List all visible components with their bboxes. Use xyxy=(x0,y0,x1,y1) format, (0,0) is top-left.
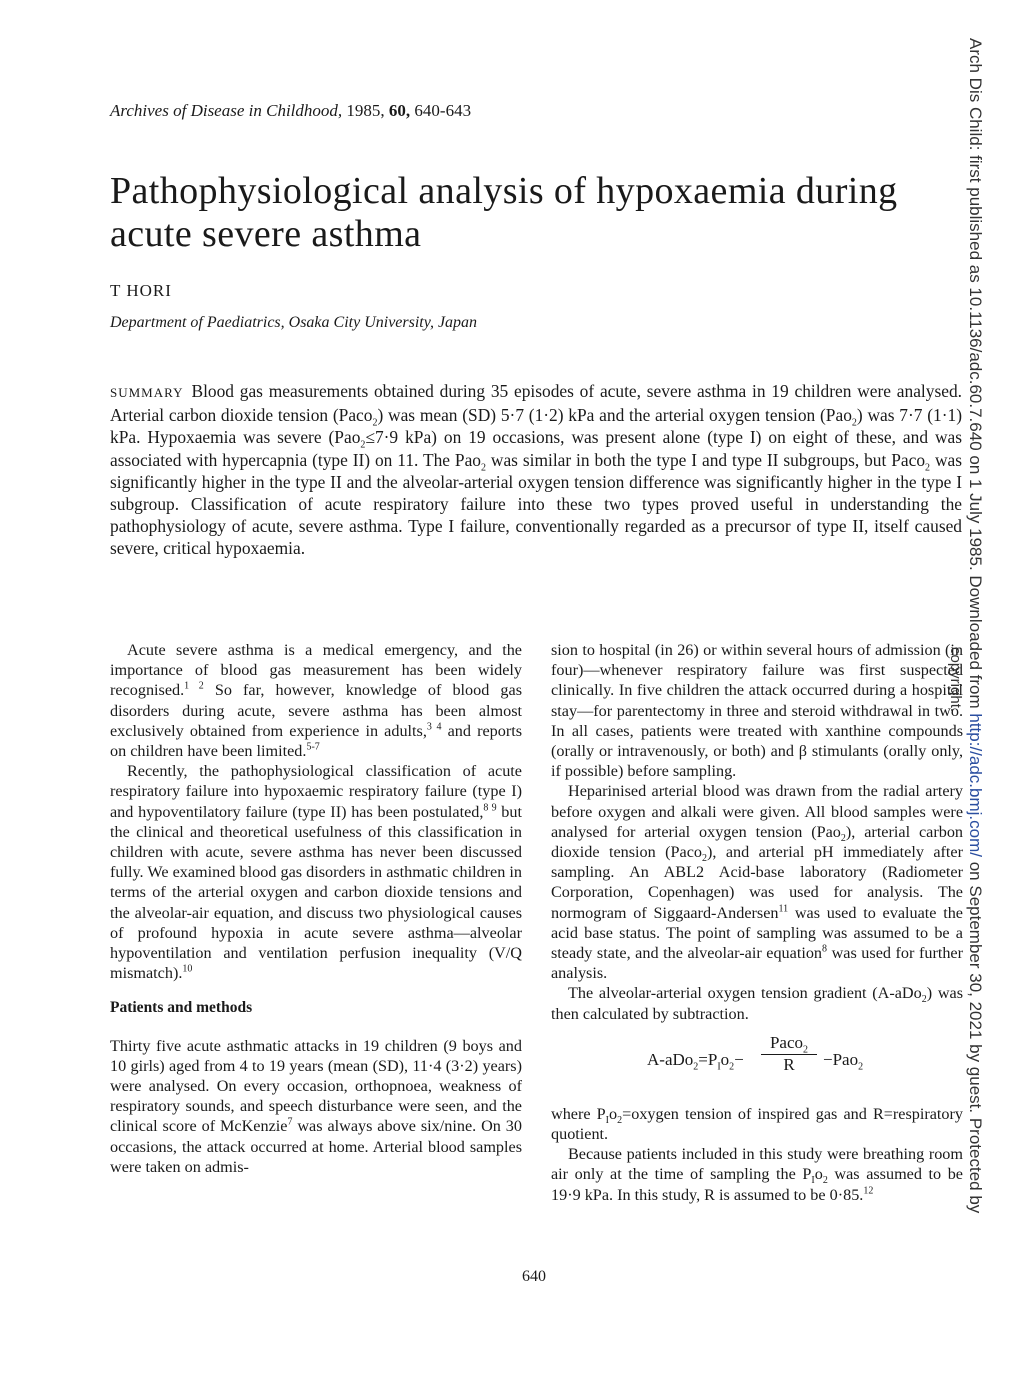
paragraph: Because patients included in this study were breathing room air only at the time of sampling the $P_Io_2$ was assumed to be 19·9 kPa. In this study, R is assumed to be 0·85.12 xyxy=(551,1145,963,1204)
subscript: 2 xyxy=(481,462,486,474)
reference[interactable]: 10 xyxy=(182,963,193,975)
fraction-numerator: Paco$_2$ xyxy=(761,1033,817,1055)
summary-text: was similar in both the type I and type II subgroups, but Paco xyxy=(486,449,926,470)
paragraph: where $P_Io_2=oxygen$ tension of inspired gas and R=respiratory quotient. xyxy=(551,1104,964,1144)
reference[interactable]: 8 xyxy=(822,943,828,955)
article-title: Pathophysiological analysis of hypoxaemia during acute severe asthma xyxy=(110,170,898,255)
subscript: 2 xyxy=(360,439,366,451)
summary-text: ) was mean (SD) 5·7 (1·2) kPa and the arterial oxygen tension (Pao xyxy=(377,405,852,426)
subscript: 2 xyxy=(372,417,378,429)
affiliation: Department of Paediatrics, Osaka City University, Japan xyxy=(110,314,478,331)
reference[interactable]: 7 xyxy=(287,1117,293,1129)
summary-text: ) was 7·7 (1·1) kPa. Hypoxaemia was severe (Pao xyxy=(110,405,962,448)
left-column xyxy=(110,640,522,1177)
copyright-notice: copyright. xyxy=(947,647,964,713)
download-notice: Arch Dis Child: first published as 10.1136/adc.60.7.640 on 1 July 1985. Downloaded from http://adc.bmj.com/ on September 30, 2021 by guest. Protected by xyxy=(966,38,985,1214)
paragraph: Acute severe asthma is a medical emergency, and the importance of blood gas measurement has been widely recognised.$^{1 2}$ So far, however, knowledge of blood gas disorders during acute, severe asthma has been almost exclusively obtained from experience in adults,$^{3 4}$ and reports on children have been limited.$^{5-7}$ xyxy=(110,641,523,761)
paragraph: Thirty five acute asthmatic attacks in 19 children (9 boys and 10 girls) aged from 4 to 19 years (mean (SD), 11·4 (3·2) years) were analysed. On every occasion, orthopnoea, weakness of respiratory sounds, and speech disturbance were seen, and the clinical score of McKenzie$^7$ was always above six/nine. On 30 occasions, the attack occurred at home. Arterial blood samples were taken on admis- xyxy=(110,1036,522,1176)
equation-rhs: −Pao$_2$ xyxy=(823,1049,864,1073)
summary xyxy=(110,380,962,560)
reference[interactable]: 12 xyxy=(863,1185,874,1197)
journal-pages: 640-643 xyxy=(414,101,472,120)
paragraph: sion to hospital (in 26) or within several hours of admission (in four)—whenever respiratory failure was first suspected clinically. In five children the attack occurred during a hospital stay—for parentectomy in three and steroid withdrawal in two. In all cases, patients were treated with xanthine compounds (orally or intravenously, or both) and β stimulants (orally only, if possible) before sampling. xyxy=(551,641,963,781)
summary-text: Blood gas measurements obtained during 35 episodes of acute, severe asthma in 19 children were analysed. Arterial carbon dioxide tension (Paco xyxy=(110,381,962,426)
journal-year: 1985, xyxy=(346,101,385,120)
equation xyxy=(551,1024,963,1104)
paragraph: The alveolar-arterial oxygen tension gradient (A-aDo$_2$) was then calculated by subtraction. xyxy=(551,984,963,1023)
reference[interactable]: 8 9 xyxy=(483,802,497,814)
reference[interactable]: 5-7 xyxy=(306,741,320,753)
right-column xyxy=(551,640,963,1205)
summary-text: was significantly higher in the type II and the alveolar-arterial oxygen tension difference was significantly higher in the type I subgroup. Classification of acute respiratory failure into these two types proved useful in understanding the pathophysiology of acute, severe asthma. Type I failure, conventionally regarded as a precursor of type II, itself caused severe, critical hypoxaemia. xyxy=(110,449,962,559)
reference[interactable]: 1 2 xyxy=(184,681,204,693)
subscript: 2 xyxy=(925,462,931,474)
paragraph: Heparinised arterial blood was drawn from the radial artery before oxygen and alkali were given. All blood samples were analysed for arterial oxygen tension (Pao$_2$), arterial carbon dioxide tension (Paco$_2$), and arterial pH immediately after sampling. An ABL2 Acid-base laboratory (Radiometer Corporation, Copenhagen) was used for analysis. The normogram of Siggaard-Andersen$^{11}$ was used to evaluate the acid base status. The point of sampling was assumed to be a steady state, and the alveolar-air equation$^8$ was used for further analysis. xyxy=(551,782,964,983)
section-heading: Patients and methods xyxy=(110,999,253,1017)
subscript: 2 xyxy=(851,417,857,429)
journal-name: Archives of Disease in Childhood, xyxy=(110,101,343,120)
fraction-denominator: R xyxy=(783,1055,795,1075)
journal-citation xyxy=(110,101,471,121)
author: T HORI xyxy=(110,281,172,300)
journal-volume: 60, xyxy=(388,101,411,120)
reference[interactable]: 11 xyxy=(778,903,789,915)
reference[interactable]: 3 4 xyxy=(426,721,442,733)
equation-fraction xyxy=(761,1033,817,1075)
site-link[interactable]: http://adc.bmj.com/ xyxy=(966,713,985,857)
paragraph: Recently, the pathophysiological classification of acute respiratory failure into hypoxaemic respiratory failure (type I) and hypoventilatory failure (type II) has been postulated,$^{8 9}$ but the clinical and theoretical usefulness of this classification in children with acute, severe asthma has never been discussed fully. We examined blood gas disorders in asthmatic children in terms of the arterial oxygen and carbon dioxide tensions and the alveolar-air equation, and discuss two physiological causes of profound hypoxia in acute severe asthma—alveolar hypoventilation and ventilation perfusion inequality (V/Q mismatch).$^{10}$ xyxy=(110,762,522,983)
summary-text: ≤7·9 kPa) on 19 occasions, was present alone (type I) on eight of these, and was associated with hypercapnia (type II) on 11. The Pao xyxy=(110,427,963,470)
summary-label: SUMMARY xyxy=(110,385,184,400)
equation-lhs: $A-aDo_2=P_Io_2-$ xyxy=(647,1049,744,1073)
page-number: 640 xyxy=(522,1268,546,1285)
